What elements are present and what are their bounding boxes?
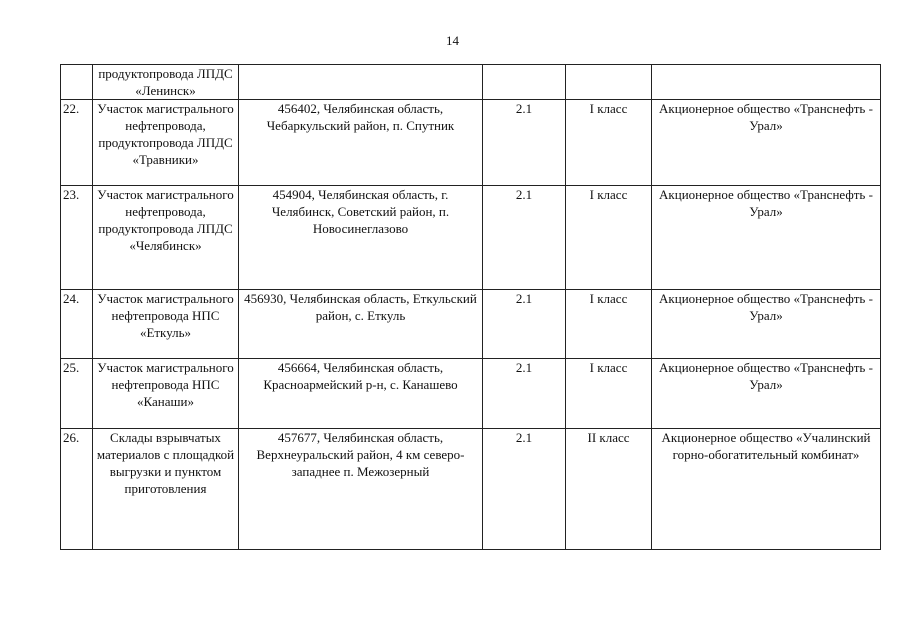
cell-hazard-class: I класс [566, 359, 652, 429]
cell-code: 2.1 [483, 359, 566, 429]
table-row [61, 186, 881, 290]
cell-organization: Акционерное общество «Транснефть - Урал» [652, 186, 881, 290]
cell-code: 2.1 [483, 290, 566, 359]
cell-facility-name: Склады взрывчатых материалов с площадкой выгрузки и пунктом приготовления [93, 429, 239, 550]
table-row [61, 100, 881, 186]
cell-code: 2.1 [483, 100, 566, 186]
table-row-continued [61, 65, 881, 100]
cell-hazard-class: I класс [566, 290, 652, 359]
cell-address [239, 65, 483, 100]
cell-facility-name: Участок магистрального нефтепровода, продуктопровода ЛПДС «Челябинск» [93, 186, 239, 290]
table-row [61, 429, 881, 550]
cell-organization: Акционерное общество «Транснефть - Урал» [652, 359, 881, 429]
cell-number: 25. [61, 359, 93, 429]
cell-code [483, 65, 566, 100]
cell-hazard-class: I класс [566, 186, 652, 290]
cell-hazard-class: I класс [566, 100, 652, 186]
cell-organization: Акционерное общество «Транснефть - Урал» [652, 100, 881, 186]
cell-organization: Акционерное общество «Транснефть - Урал» [652, 290, 881, 359]
cell-address: 454904, Челябинская область, г. Челябинск, Советский район, п. Новосинеглазово [239, 186, 483, 290]
table-row [61, 290, 881, 359]
table-row [61, 359, 881, 429]
cell-number [61, 65, 93, 100]
cell-number: 23. [61, 186, 93, 290]
cell-facility-name: Участок магистрального нефтепровода НПС «Еткуль» [93, 290, 239, 359]
cell-hazard-class [566, 65, 652, 100]
cell-number: 24. [61, 290, 93, 359]
cell-organization: Акционерное общество «Учалинский горно-обогатительный комбинат» [652, 429, 881, 550]
cell-address: 456402, Челябинская область, Чебаркульский район, п. Спутник [239, 100, 483, 186]
cell-number: 22. [61, 100, 93, 186]
cell-address: 456930, Челябинская область, Еткульский район, с. Еткуль [239, 290, 483, 359]
cell-number: 26. [61, 429, 93, 550]
cell-address: 457677, Челябинская область, Верхнеуральский район, 4 км северо-западнее п. Межозерный [239, 429, 483, 550]
cell-organization [652, 65, 881, 100]
cell-address: 456664, Челябинская область, Красноармейский р-н, с. Канашево [239, 359, 483, 429]
cell-hazard-class: II класс [566, 429, 652, 550]
page-number: 14 [446, 33, 459, 48]
cell-facility-name: Участок магистрального нефтепровода, продуктопровода ЛПДС «Травники» [93, 100, 239, 186]
cell-facility-name: продуктопровода ЛПДС «Ленинск» [93, 65, 239, 100]
cell-facility-name: Участок магистрального нефтепровода НПС «Канаши» [93, 359, 239, 429]
cell-code: 2.1 [483, 186, 566, 290]
hazardous-facilities-table [60, 64, 881, 550]
cell-code: 2.1 [483, 429, 566, 550]
